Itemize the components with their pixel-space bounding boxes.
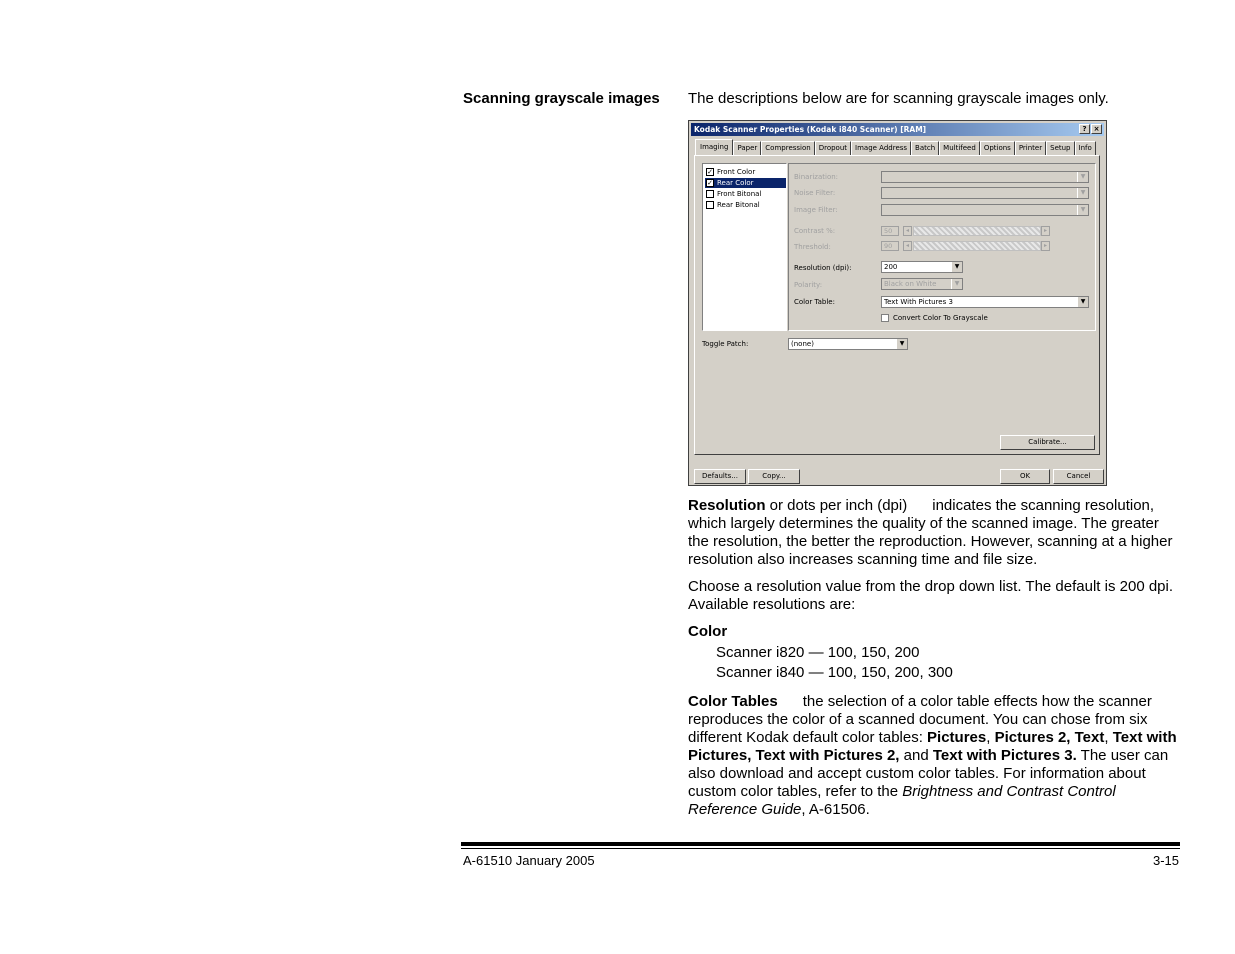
toggle-patch-value: (none) [791, 340, 814, 348]
list-item: Scanner i840 — 100, 150, 200, 300 [716, 664, 953, 681]
noise-filter-select[interactable] [881, 187, 1089, 199]
color-tables-paragraph: Color Tables the selection of a color table effects how the scanner reproduces the color of a scanned document. You can chose from six different Kodak default color tables: Pictures, Pictures 2, Text, Text with Pictures, Text with Pictures 2, and Text with Pictures 3. The user can also download and accept custom color tables. For information about custom color tables, refer to the Brightness and Contrast Control Reference Guide, A-61506. [688, 693, 1177, 818]
toggle-patch-label: Toggle Patch: [702, 340, 749, 348]
chevron-down-icon: ▼ [951, 262, 962, 272]
resolution-term: Resolution [688, 497, 766, 514]
contrast-value: 50 [881, 226, 899, 236]
tab-batch[interactable]: Batch [911, 141, 939, 155]
threshold-left-arrow[interactable]: ◂ [903, 241, 912, 251]
tab-dropout[interactable]: Dropout [815, 141, 851, 155]
image-filter-label: Image Filter: [794, 206, 838, 214]
tab-setup[interactable]: Setup [1046, 141, 1074, 155]
footer-rule-thin [461, 848, 1180, 849]
binarization-label: Binarization: [794, 173, 839, 181]
list-item-front-bitonal[interactable]: Front Bitonal [705, 189, 764, 199]
rear-bitonal-checkbox[interactable] [706, 201, 714, 209]
scanner-properties-dialog [688, 120, 1107, 486]
defaults-button[interactable]: Defaults... [694, 469, 746, 484]
front-bitonal-checkbox[interactable] [706, 190, 714, 198]
noise-filter-label: Noise Filter: [794, 189, 836, 197]
color-table-select[interactable] [881, 296, 1089, 308]
chevron-down-icon: ▼ [1077, 188, 1088, 198]
contrast-label: Contrast %: [794, 227, 836, 235]
resolution-paragraph: Resolution or dots per inch (dpi) indicates the scanning resolution, which largely determines the quality of the scanned image. The greater the resolution, the better the reproduction. However, scanning at a higher resolution also increases scanning time and file size. [688, 497, 1177, 568]
page-number: 3-15 [1152, 853, 1179, 868]
calibrate-button[interactable]: Calibrate... [1000, 435, 1095, 450]
chevron-down-icon: ▼ [1077, 297, 1088, 307]
tab-printer[interactable]: Printer [1015, 141, 1046, 155]
section-heading: Scanning grayscale images [463, 90, 660, 107]
tab-multifeed[interactable]: Multifeed [939, 141, 980, 155]
dialog-title: Kodak Scanner Properties (Kodak i840 Scanner) [RAM] [694, 125, 927, 134]
toggle-patch-select[interactable] [788, 338, 908, 350]
cancel-button[interactable]: Cancel [1053, 469, 1104, 484]
color-heading: Color [688, 623, 728, 640]
doc-number: A-61510 January 2005 [463, 853, 595, 868]
close-button[interactable]: × [1091, 124, 1102, 134]
tab-imaging[interactable]: Imaging [695, 139, 733, 155]
intro-text: The descriptions below are for scanning grayscale images only. [688, 90, 1109, 107]
chevron-down-icon: ▼ [1077, 172, 1088, 182]
contrast-left-arrow[interactable]: ◂ [903, 226, 912, 236]
polarity-value: Black on White [884, 280, 937, 288]
threshold-slider[interactable] [913, 241, 1041, 251]
color-table-value: Text With Pictures 3 [884, 298, 953, 306]
list-item-front-color[interactable]: ✓ Front Color [707, 168, 756, 176]
threshold-right-arrow[interactable]: ▸ [1041, 241, 1050, 251]
tab-image-address[interactable]: Image Address [851, 141, 911, 155]
polarity-label: Polarity: [794, 281, 823, 289]
binarization-select[interactable] [881, 171, 1089, 183]
copy-button[interactable]: Copy... [748, 469, 800, 484]
tab-options[interactable]: Options [980, 141, 1015, 155]
dialog-titlebar [691, 123, 1104, 136]
convert-grayscale-label: Convert Color To Grayscale [893, 314, 988, 322]
list-item: Scanner i820 — 100, 150, 200 [716, 644, 920, 661]
resolution-value: 200 [884, 263, 898, 271]
resolution-select[interactable] [881, 261, 963, 273]
chevron-down-icon: ▼ [1077, 205, 1088, 215]
chevron-down-icon: ▼ [896, 339, 907, 349]
threshold-label: Threshold: [794, 243, 831, 251]
list-item-rear-bitonal[interactable]: Rear Bitonal [705, 200, 763, 210]
ok-button[interactable]: OK [1000, 469, 1050, 484]
image-filter-select[interactable] [881, 204, 1089, 216]
contrast-slider[interactable] [913, 226, 1041, 236]
choose-paragraph: Choose a resolution value from the drop down list. The default is 200 dpi. Available resolutions are: [688, 578, 1174, 613]
tab-compression[interactable]: Compression [761, 141, 814, 155]
help-button[interactable]: ? [1079, 124, 1090, 134]
rear-color-checkbox[interactable]: ✓ [707, 179, 713, 187]
threshold-value: 90 [881, 241, 899, 251]
chevron-down-icon: ▼ [951, 279, 962, 289]
tab-paper[interactable]: Paper [733, 141, 761, 155]
image-type-list [702, 163, 787, 331]
front-color-checkbox[interactable]: ✓ [707, 168, 713, 176]
list-item-rear-color[interactable]: ✓ Rear Color [705, 178, 786, 188]
convert-grayscale-checkbox[interactable] [881, 314, 889, 322]
footer-rule [461, 842, 1180, 846]
tab-info[interactable]: Info [1075, 141, 1096, 155]
resolution-label: Resolution (dpi): [794, 264, 852, 272]
tab-strip [695, 141, 1096, 155]
color-table-label: Color Table: [794, 298, 835, 306]
contrast-right-arrow[interactable]: ▸ [1041, 226, 1050, 236]
polarity-select[interactable] [881, 278, 963, 290]
